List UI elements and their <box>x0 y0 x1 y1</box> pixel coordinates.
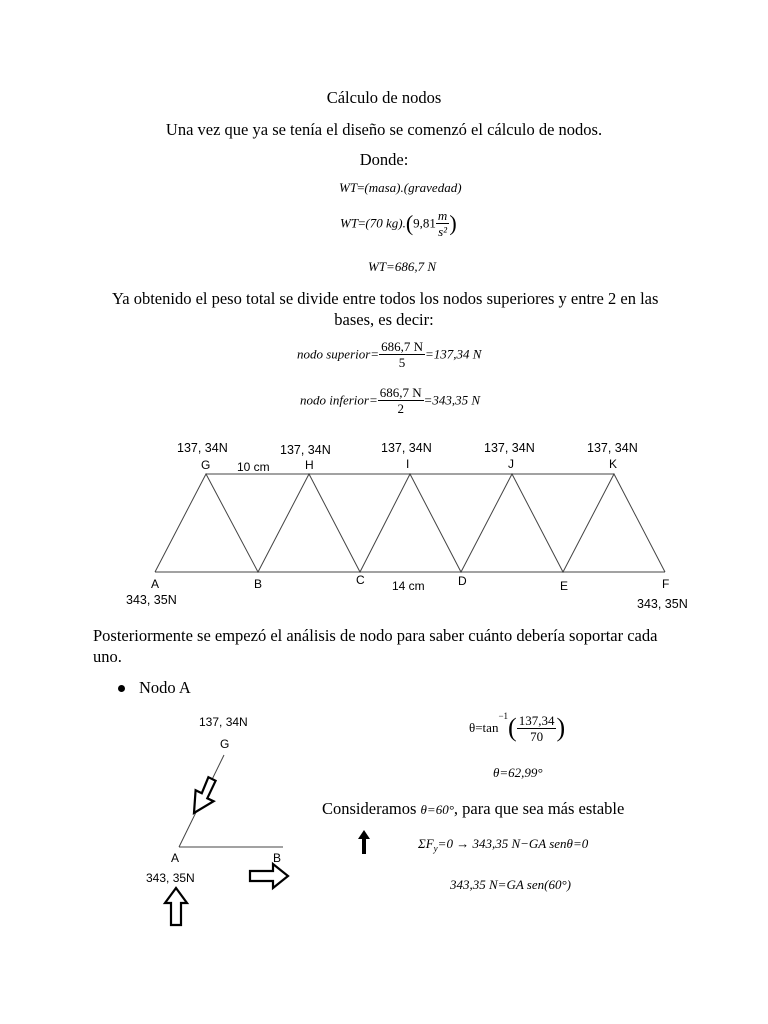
load-label-g: 137, 34N <box>177 441 228 455</box>
bullet-node-a: Nodo A <box>139 678 191 697</box>
weight-result: WT=686,7 N <box>368 259 437 274</box>
force-ab-arrow-icon <box>250 864 288 888</box>
node-label-g: G <box>201 458 211 472</box>
paragraph-analysis-line1: Posteriormente se empezó el análisis de nodo para saber cuánto debería soportar cada <box>93 626 658 645</box>
load-label-h: 137, 34N <box>280 443 331 457</box>
node-a-top-label: G <box>220 737 230 751</box>
node-label-d: D <box>458 574 467 588</box>
node-label-i: I <box>406 457 410 471</box>
load-label-j: 137, 34N <box>484 441 535 455</box>
upper-node-load-equation: nodo superior= $\frac{686,7 N}{5}$ =137,34 N <box>297 339 482 370</box>
support-reaction-right: 343, 35N <box>637 597 688 611</box>
bullet-icon <box>118 685 125 692</box>
paragraph-weight-division-line1: Ya obtenido el peso total se divide entre todos los nodos superiores y entre 2 en las <box>112 289 659 308</box>
paragraph-weight-division-line2: bases, es decir: <box>334 310 434 329</box>
paragraph-analysis-line2: uno. <box>93 647 122 666</box>
theta-equation: $\theta=\tan^{-1}$( $\frac{137,34}{70}$ ) <box>469 711 566 744</box>
node-label-k: K <box>609 457 618 471</box>
node-a-label: A <box>171 851 180 865</box>
page-title: Cálculo de nodos <box>326 88 442 107</box>
node-a-diagram <box>120 705 320 930</box>
node-label-b: B <box>254 577 263 591</box>
weight-substitution: WT=(70 kg).(9,81 $\frac{m}{\text{s²}}$ ) <box>340 208 457 239</box>
bottom-dimension-label: 14 cm <box>392 579 425 593</box>
node-label-h: H <box>305 458 314 472</box>
node-label-c: C <box>356 573 365 587</box>
node-a-reaction-label: 343, 35N <box>146 871 195 885</box>
sum-forces-y-equation: $\Sigma F_y=0 \to 343,35$ N−GA senθ=0 <box>418 836 589 854</box>
intro-text: Una vez que ya se tenía el diseño se comenzó el cálculo de nodos. <box>165 120 603 139</box>
consider-statement: Consideramos θ=60°, para que sea más estable <box>322 799 625 818</box>
node-label-j: J <box>508 457 514 471</box>
sum-up-arrow-icon <box>356 829 372 855</box>
ga-equation: 343,35 N=GA sen(60°) <box>450 877 571 892</box>
lower-node-load-equation: nodo inferior= $\frac{686,7 N}{2}$ =343,35 N <box>300 385 481 416</box>
theta-result: θ=62,99° <box>493 765 543 780</box>
support-reaction-left: 343, 35N <box>126 593 177 607</box>
node-a-right-label: B <box>273 851 282 865</box>
reaction-arrow-icon <box>165 888 187 925</box>
load-label-i: 137, 34N <box>381 441 432 455</box>
node-label-a: A <box>151 577 160 591</box>
node-label-e: E <box>560 579 569 593</box>
node-a-load-label: 137, 34N <box>199 715 248 729</box>
truss-diagram <box>0 430 768 620</box>
force-ga-arrow-icon <box>194 777 216 813</box>
top-dimension-label: 10 cm <box>237 460 270 474</box>
weight-formula: WT=(masa).(gravedad) <box>339 180 462 195</box>
load-label-k: 137, 34N <box>587 441 638 455</box>
donde-label: Donde: <box>359 150 409 169</box>
node-label-f: F <box>662 577 670 591</box>
truss-diagonals <box>155 474 665 572</box>
